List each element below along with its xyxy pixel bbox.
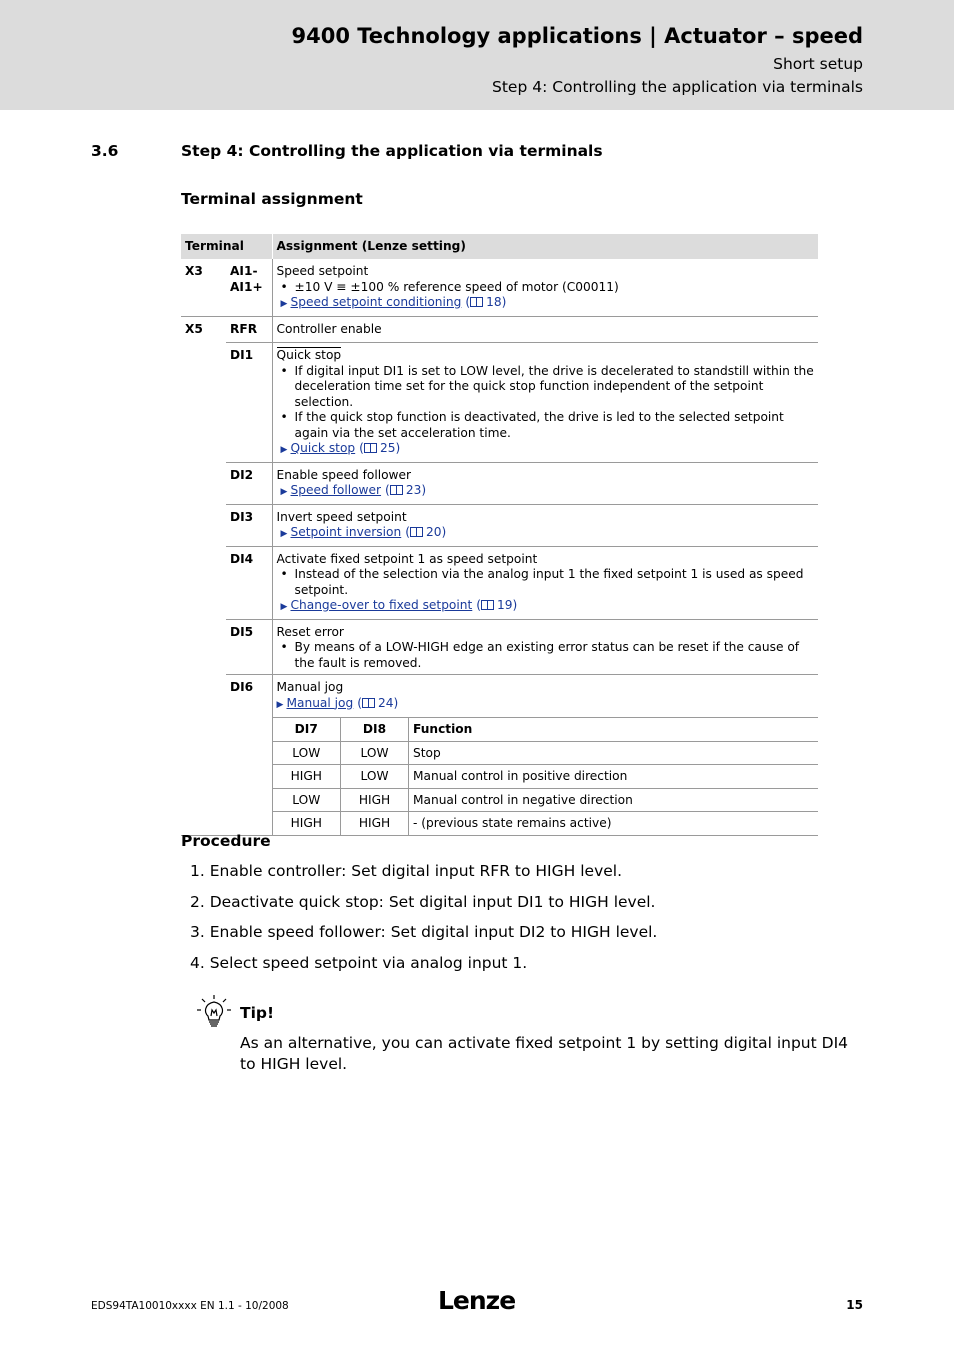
tip-label: Tip! (240, 1004, 275, 1022)
cell-di8: LOW (341, 765, 409, 789)
page-ref[interactable]: ( 24) (357, 695, 399, 710)
terminal-rfr: RFR (226, 316, 272, 343)
tip-text: As an alternative, you can activate fixed setpoint 1 by setting digital input DI4 to HIGH level. (240, 1034, 848, 1073)
section-number: 3.6 (91, 142, 119, 160)
table-row (273, 788, 819, 812)
assignment-controller-enable (272, 316, 818, 343)
procedure-step: 1. Enable controller: Set digital input RFR to HIGH level. (190, 862, 623, 880)
assignment-title: Controller enable (276, 321, 382, 336)
book-icon (481, 600, 494, 610)
header-subtitle-section: Step 4: Controlling the application via terminals (492, 78, 863, 96)
cell-di7: LOW (273, 788, 341, 812)
procedure-heading: Procedure (181, 832, 271, 850)
arrow-right-icon: ▶ (276, 699, 284, 710)
terminal-di6: DI6 (226, 675, 272, 836)
procedure-step: 2. Deactivate quick stop: Set digital input DI1 to HIGH level. (190, 892, 656, 911)
cell-di8: HIGH (341, 812, 409, 835)
xref-setpoint-inversion[interactable] (277, 525, 815, 543)
header-subtitle-chapter: Short setup (773, 55, 863, 73)
table-row-di6 (181, 675, 818, 836)
assignment-title: Speed setpoint (276, 264, 369, 278)
cell-function: Stop (409, 741, 819, 765)
assignment-title: Reset error (276, 624, 344, 639)
assignment-reset-error (272, 619, 818, 675)
procedure-step: 4. Select speed setpoint via analog input 1. (190, 953, 528, 972)
bullet-item: • If digital input DI1 is set to LOW level, the drive is decelerated to standstill within the deceleration time set for the quick stop function independent of the setpoint selection. (277, 364, 815, 411)
table-row-di2 (181, 462, 818, 504)
xref-manual-jog[interactable] (273, 696, 819, 714)
bullet-item: • Instead of the selection via the analog input 1 the fixed setpoint 1 is used as speed setpoint. (277, 567, 815, 598)
document-id: EDS94TA10010xxxx EN 1.1 - 10/2008 (91, 1300, 289, 1312)
terminal-di1: DI1 (226, 343, 272, 463)
lenze-logo: Lenze (438, 1286, 516, 1315)
cell-function: Manual control in positive direction (409, 765, 819, 789)
table-row (273, 812, 819, 835)
cell-di8: LOW (341, 741, 409, 765)
page-ref[interactable]: ( 19) (476, 598, 518, 612)
book-icon (362, 698, 375, 708)
assignment-title: Manual jog (276, 680, 344, 694)
terminal-assignment-table (181, 234, 818, 836)
column-header-function: Function (409, 718, 819, 742)
book-icon (470, 297, 483, 307)
terminal-assignment-heading: Terminal assignment (181, 190, 363, 208)
assignment-title: Activate fixed setpoint 1 as speed setpoint (276, 551, 538, 566)
book-icon (410, 527, 423, 537)
assignment-title: Quick stop (276, 348, 342, 362)
page-ref[interactable]: ( 23) (385, 483, 427, 497)
page-ref[interactable]: ( 18) (465, 295, 507, 309)
assignment-title: Invert speed setpoint (276, 509, 407, 524)
terminal-di5: DI5 (226, 619, 272, 675)
cell-function: - (previous state remains active) (413, 816, 612, 830)
book-icon (390, 485, 403, 495)
header-assignment: Assignment (Lenze setting) (272, 234, 818, 259)
assignment-invert-setpoint (272, 504, 818, 546)
page-ref[interactable]: ( 25) (359, 441, 401, 455)
cell-di7: HIGH (273, 812, 341, 835)
xref-fixed-setpoint[interactable] (277, 598, 815, 616)
page-ref[interactable]: ( 20) (405, 525, 447, 539)
link-speed-follower[interactable]: Speed follower (290, 483, 382, 497)
table-row-di1 (181, 343, 818, 463)
section-title: Step 4: Controlling the application via terminals (181, 142, 603, 160)
table-row-di4 (181, 546, 818, 619)
page-header (0, 0, 954, 110)
assignment-title: Enable speed follower (276, 467, 412, 482)
bullet-item: • ±10 V ≡ ±100 % reference speed of motor (C00011) (277, 280, 815, 296)
cell-di7: LOW (273, 741, 341, 765)
procedure-step: 3. Enable speed follower: Set digital input DI2 to HIGH level. (190, 923, 658, 941)
arrow-right-icon: ▶ (280, 299, 288, 309)
link-quick-stop[interactable]: Quick stop (290, 441, 356, 455)
bullet-item: • By means of a LOW-HIGH edge an existing error status can be reset if the cause of the fault is removed. (277, 640, 815, 671)
assignment-quick-stop (272, 343, 818, 463)
xref-speed-follower[interactable] (277, 483, 815, 501)
table-row-rfr (181, 316, 818, 343)
lightbulb-icon (196, 994, 232, 1030)
link-speed-setpoint-conditioning[interactable]: Speed setpoint conditioning (290, 295, 462, 309)
terminal-di3: DI3 (226, 504, 272, 546)
terminal-x3: X3 (181, 259, 226, 316)
assignment-speed-setpoint (272, 259, 818, 316)
link-manual-jog[interactable]: Manual jog (286, 695, 354, 710)
terminal-di2: DI2 (226, 462, 272, 504)
arrow-right-icon: ▶ (280, 445, 288, 455)
cell-function: Manual control in negative direction (409, 788, 819, 812)
terminal-x5: X5 (185, 321, 203, 336)
arrow-right-icon: ▶ (280, 487, 288, 497)
book-icon (364, 443, 377, 453)
terminal-ai1 (226, 259, 272, 316)
page-number: 15 (846, 1298, 863, 1312)
assignment-fixed-setpoint (272, 546, 818, 619)
header-terminal: Terminal (181, 234, 272, 259)
assignment-speed-follower (272, 462, 818, 504)
terminal-di4: DI4 (226, 546, 272, 619)
xref-speed-setpoint-conditioning[interactable] (277, 295, 815, 313)
procedure-steps (190, 862, 657, 984)
link-setpoint-inversion[interactable]: Setpoint inversion (290, 525, 402, 539)
arrow-right-icon: ▶ (280, 529, 288, 539)
table-row-x3 (181, 259, 818, 316)
table-row (273, 741, 819, 765)
bullet-item: • If the quick stop function is deactivated, the drive is led to the selected setpoint again via the set acceleration time. (277, 410, 815, 441)
assignment-manual-jog (272, 675, 818, 836)
header-title: 9400 Technology applications | Actuator – speed (291, 24, 863, 48)
column-header-di8: DI8 (341, 718, 409, 742)
column-header-di7: DI7 (273, 718, 341, 742)
terminal-ai1-label: AI1- AI1+ (230, 264, 263, 294)
table-row-di3 (181, 504, 818, 546)
table-header-row (273, 718, 819, 742)
cell-di7: HIGH (273, 765, 341, 789)
link-change-over-fixed-setpoint[interactable]: Change-over to fixed setpoint (290, 598, 473, 612)
xref-quick-stop[interactable] (277, 441, 815, 459)
arrow-right-icon: ▶ (280, 602, 288, 612)
table-row (273, 765, 819, 789)
cell-di8: HIGH (341, 788, 409, 812)
manual-jog-function-table (273, 717, 819, 835)
table-row-di5 (181, 619, 818, 675)
